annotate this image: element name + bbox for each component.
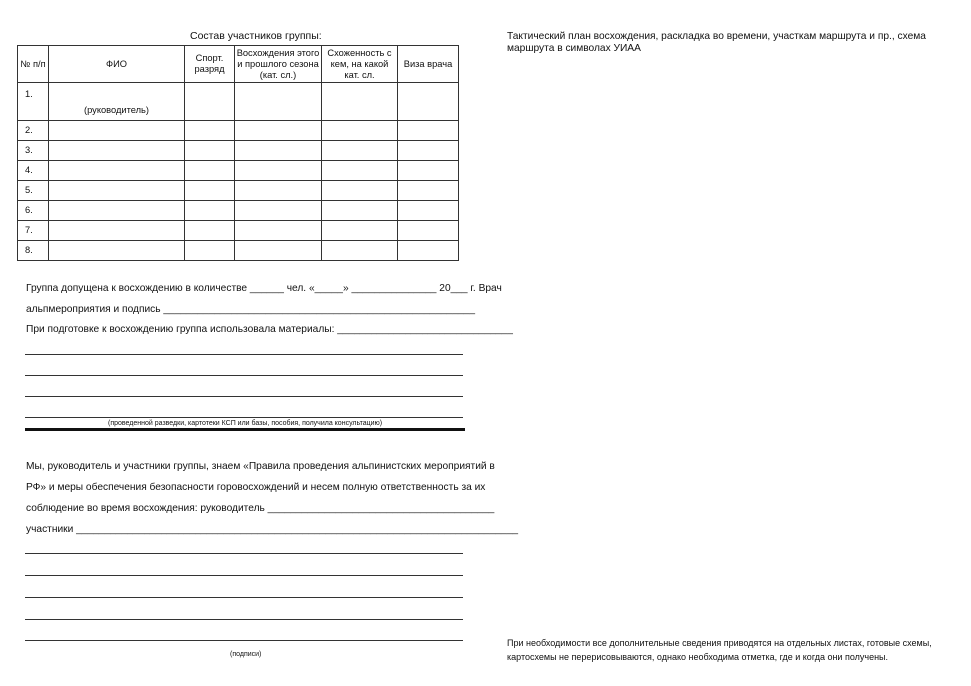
declaration-line-1: Мы, руководитель и участники группы, знаем «Правила проведения альпинистских мероприятий в [26, 461, 495, 472]
materials-blank-line[interactable] [25, 375, 463, 376]
row-number: 6. [18, 201, 49, 221]
fio-cell[interactable] [49, 121, 185, 141]
ascents-cell[interactable] [235, 161, 322, 181]
materials-blank-line[interactable] [25, 396, 463, 397]
materials-line: При подготовке к восхождению группа использовала материалы: _______________________________ [26, 324, 513, 335]
header-doctor-visa: Виза врача [398, 46, 459, 83]
visa-cell[interactable] [398, 83, 459, 121]
together-cell[interactable] [322, 221, 398, 241]
row-number: 2. [18, 121, 49, 141]
participants-table [17, 45, 459, 261]
table-row [18, 241, 459, 261]
sport-cell[interactable] [185, 161, 235, 181]
row-number: 4. [18, 161, 49, 181]
together-cell[interactable] [322, 83, 398, 121]
sport-cell[interactable] [185, 221, 235, 241]
sport-cell[interactable] [185, 201, 235, 221]
sport-cell[interactable] [185, 241, 235, 261]
visa-cell[interactable] [398, 161, 459, 181]
signature-blank-line[interactable] [25, 575, 463, 576]
fio-cell[interactable]: (руководитель) [49, 83, 185, 121]
signature-blank-line[interactable] [25, 619, 463, 620]
header-fio: ФИО [49, 46, 185, 83]
fio-cell[interactable] [49, 241, 185, 261]
ascents-cell[interactable] [235, 241, 322, 261]
visa-cell[interactable] [398, 121, 459, 141]
signature-blank-line[interactable] [25, 640, 463, 641]
header-sport-rank: Спорт. разряд [185, 46, 235, 83]
row-number: 3. [18, 141, 49, 161]
materials-blank-line[interactable] [25, 354, 463, 355]
tactical-plan-heading: Тактический план восхождения, раскладка во времени, участкам маршрута и пр., схема маршрута в символах УИАА [507, 31, 926, 54]
declaration-line-3: соблюдение во время восхождения: руководитель ________________________________________ [26, 503, 495, 514]
admission-line-1: Группа допущена к восхождению в количестве ______ чел. «_____» _______________ 20___ г. Врач [26, 283, 502, 294]
ascents-cell[interactable] [235, 83, 322, 121]
row-number: 7. [18, 221, 49, 241]
table-row [18, 221, 459, 241]
materials-note: (проведенной разведки, картотеки КСП или базы, пособия, получила консультацию) [108, 420, 383, 427]
table-row [18, 181, 459, 201]
admission-line-2: альпмероприятия и подпись _______________________________________________________ [26, 304, 476, 315]
participants-table-title: Состав участников группы: [190, 30, 322, 42]
ascents-cell[interactable] [235, 201, 322, 221]
table-row [18, 83, 459, 121]
header-together: Схоженность с кем, на какой кат. сл. [322, 46, 398, 83]
ascents-cell[interactable] [235, 121, 322, 141]
sport-cell[interactable] [185, 121, 235, 141]
ascents-cell[interactable] [235, 221, 322, 241]
together-cell[interactable] [322, 121, 398, 141]
sport-cell[interactable] [185, 181, 235, 201]
signature-blank-line[interactable] [25, 597, 463, 598]
together-cell[interactable] [322, 141, 398, 161]
materials-blank-line[interactable] [25, 417, 463, 418]
footer-note [507, 636, 947, 664]
table-row [18, 201, 459, 221]
row-number: 5. [18, 181, 49, 201]
header-ascents: Восхождения этого и прошлого сезона (кат. сл.) [235, 46, 322, 83]
visa-cell[interactable] [398, 181, 459, 201]
table-row [18, 121, 459, 141]
row-number: 1. [18, 83, 49, 121]
footer-note-line-2: картосхемы не перерисовываются, однако необходима отметка, где и когда они получены. [507, 652, 889, 662]
fio-cell[interactable] [49, 141, 185, 161]
table-header-row [18, 46, 459, 83]
ascents-cell[interactable] [235, 181, 322, 201]
header-num: № п/п [18, 46, 49, 83]
together-cell[interactable] [322, 241, 398, 261]
row-number: 8. [18, 241, 49, 261]
participants-signature-line: участники ______________________________________________________________________________ [26, 524, 519, 535]
fio-cell[interactable] [49, 201, 185, 221]
section-divider [25, 428, 465, 431]
fio-cell[interactable] [49, 161, 185, 181]
table-row [18, 141, 459, 161]
together-cell[interactable] [322, 181, 398, 201]
footer-note-line-1: При необходимости все дополнительные сведения приводятся на отдельных листах, готовые схемы, [507, 638, 932, 648]
signatures-note: (подписи) [230, 651, 262, 658]
visa-cell[interactable] [398, 221, 459, 241]
visa-cell[interactable] [398, 141, 459, 161]
together-cell[interactable] [322, 201, 398, 221]
table-row [18, 161, 459, 181]
sport-cell[interactable] [185, 83, 235, 121]
ascents-cell[interactable] [235, 141, 322, 161]
together-cell[interactable] [322, 161, 398, 181]
fio-cell[interactable] [49, 221, 185, 241]
signature-blank-line[interactable] [25, 553, 463, 554]
sport-cell[interactable] [185, 141, 235, 161]
visa-cell[interactable] [398, 201, 459, 221]
declaration-line-2: РФ» и меры обеспечения безопасности горовосхождений и несем полную ответственность за их [26, 482, 486, 493]
visa-cell[interactable] [398, 241, 459, 261]
fio-cell[interactable] [49, 181, 185, 201]
